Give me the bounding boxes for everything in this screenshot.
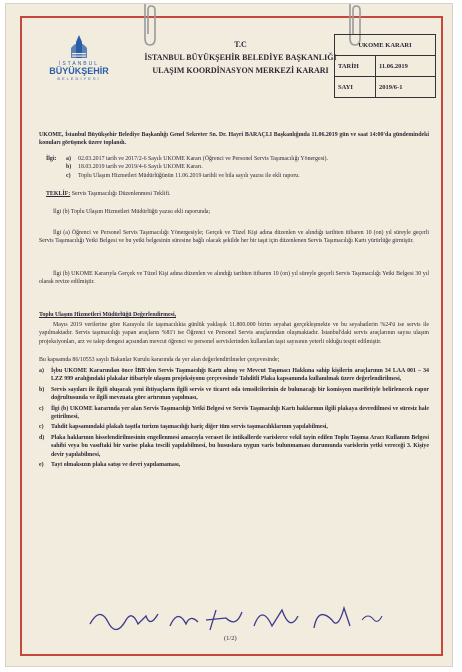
- signatures-image: [86, 602, 386, 636]
- document-heading: [138, 38, 343, 77]
- list-item-text: Tayt olmaksızın plaka satışı ve devri yapılamaması,: [51, 462, 181, 469]
- list-marker: c): [39, 424, 44, 431]
- tc-label: T.C: [234, 40, 247, 49]
- list-marker: a): [39, 368, 44, 374]
- date-label: TARİH: [335, 56, 376, 77]
- list-item-text: İşbu UKOME Kararından önce İBB'den Servis Taşımacılığı Kartı almış ve Mevcut Taşımacı Hakkına sahip kişilerin araçlarının 34 LAA 001 – 34 LZZ 999 aralığındaki plakalar itibariyle ulaşım projeksiyonu çerçevesinde Tahditli Plaka kapsamında kullanılmak üzere değerlendirilmesi,: [51, 368, 429, 383]
- reference-text: 18.03.2019 tarih ve 2019/4-6 Sayılı UKOME Kararı.: [78, 164, 203, 171]
- org-unit: ULAŞIM KOORDİNASYON MERKEZİ KARARI: [152, 66, 329, 75]
- reference-text: Toplu Ulaşım Hizmetleri Müdürlüğünün 11.06.2019 tarihli ve bila sayılı yazısı ile ekli raporu.: [78, 172, 300, 179]
- logo-text-main: BÜYÜKŞEHİR: [49, 66, 109, 76]
- logo-text-bottom: BELEDİYESİ: [57, 76, 101, 81]
- list-marker: b): [39, 386, 45, 393]
- number-label: SAYI: [335, 77, 376, 98]
- list-item-text: Plaka haklarının hisselendirilmesinin engellenmesi amacıyla veraset ile intikallerde varislerce vekil tayin edilen Toplu Taşıma Aracı Kullanım Belgesi sahibi veya bu vasıftaki bir varise plaka tescili yapılabilmesi, bu hususlara uygun varis bulunmaması durumunda varislerin yetki vereceği 3. Kişiye devir yapılabilmesi,: [51, 434, 429, 458]
- list-item-text: Servis sayıları ile ilgili oluşacak yeni ihtiyaçların ilgili servis ve ticaret oda temsilcilerinin de bulunacağı bir komisyon marifetiyle belirlenecek rapor doğrultusunda ve ilgili mevzuata göre artırımın yapılması,: [51, 386, 429, 402]
- mosque-emblem-icon: [69, 34, 89, 60]
- date-value: 11.06.2019: [376, 56, 436, 77]
- document-sheet: [6, 4, 452, 666]
- list-item-text: Tahdit kapsamındaki plakalı taşıtla turizm taşımacılığı hariç diğer tüm servis taşımacılıklarının yapılabilmesi,: [51, 424, 328, 431]
- logo-text-top: İSTANBUL: [58, 61, 100, 67]
- list-marker: c): [39, 405, 44, 412]
- proposal-text: Servis Taşımacılığı Düzenlenmesi Teklifi.: [71, 191, 171, 197]
- proposal-label: TEKLİF:: [46, 191, 71, 197]
- evaluation-paragraph: Bu kapsamda 86/10553 sayılı Bakanlar Kurulu kararında da yer alan değerlendirilmeler çerçevesinde;: [39, 357, 280, 363]
- evaluation-paragraph: Mayıs 2019 verilerine göre Karayolu ile taşımacılıkta günlük yaklaşık 11.800.000 birim seyahat gerçekleşmekte ve bu seyahatlerin %24'ü ise servis ile yapılmaktadır. Servis taşımacılığı yapan araçların %81'i ise Öğrenci ve Personel Servis araçlarından oluşmaktadır. İstanbul'daki servis araçlarının sayısı ulaşım projeksiyonları, arz ve talep dengesi açısından mevcut öğrenci ve personel servislerinden kullanılan taşıt sayısının yeterli olduğu tespit edilmiştir.: [39, 322, 429, 345]
- list-marker: e): [39, 462, 44, 469]
- intro-paragraph: UKOME, İstanbul Büyükşehir Belediye Başkanlığı Genel Sekreter Sn. Dr. Hayri BARAÇLI Başkanlığında 11.06.2019 gün ve saat 14:00'da gündemindeki konuları görüşmek üzere toplandı.: [39, 132, 429, 147]
- evaluation-heading: Toplu Ulaşım Hizmetleri Müdürlüğü Değerlendirmesi,: [39, 312, 177, 318]
- reference-marker: b): [66, 164, 72, 171]
- reference-marker: c): [66, 172, 71, 179]
- org-name: İSTANBUL BÜYÜKŞEHİR BELEDİYE BAŞKANLIĞI: [144, 53, 337, 62]
- body-paragraph: İlgi (b) Toplu Ulaşım Hizmetleri Müdürlüğü yazısı ekli raporunda;: [53, 209, 211, 215]
- list-item-text: İlgi (b) UKOME kararında yer alan Servis Taşımacılığı Yetki Belgesi ve Servis Taşımacılığı Kartı haklarının ilgili plakaya devredilmesi ve süresiz hale getirilmesi,: [51, 405, 429, 421]
- reference-text: 02.03.2017 tarih ve 2017/2-6 Sayılı UKOME Kararı (Öğrenci ve Personel Servis Taşımacılığı Yönergesi).: [78, 156, 328, 162]
- number-value: 2019/6-1: [376, 77, 436, 98]
- references-label: İlgi:: [46, 156, 57, 162]
- references-block: [46, 155, 426, 180]
- evaluation-list: [39, 367, 429, 469]
- page-number: (1/2): [224, 635, 237, 642]
- list-marker: d): [39, 434, 45, 441]
- reference-marker: a): [66, 156, 71, 162]
- ibb-logo: [46, 34, 112, 81]
- body-paragraph: İlgi (a) Öğrenci ve Personel Servis Taşımacılığı Yönergesiyle; Gerçek ve Tüzel Kişi adına düzenlen ve alındığı tarihten itibaren 10 (on) yıl süreyle geçerli Servis Taşımacılığı Yetki Belgesi ve bu yetki belgesinin süresine bağlı olacak şekilde her bir taşıt için düzenlenen Servis Taşımacılığı Kartı yürürlüğe girmiştir.: [39, 230, 429, 245]
- decision-info-table: [334, 34, 436, 98]
- decision-title: UKOME KARARI: [335, 35, 436, 56]
- body-paragraph: İlgi (b) UKOME Kararıyla Gerçek ve Tüzel Kişi adına düzenlen ve alındığı tarihten itibaren 10 (on) yıl süreyle geçerli Servis Taşımacılığı Yetki Belgesi 30 yıl olarak revize edilmiştir.: [39, 271, 429, 286]
- proposal-line: [46, 190, 436, 198]
